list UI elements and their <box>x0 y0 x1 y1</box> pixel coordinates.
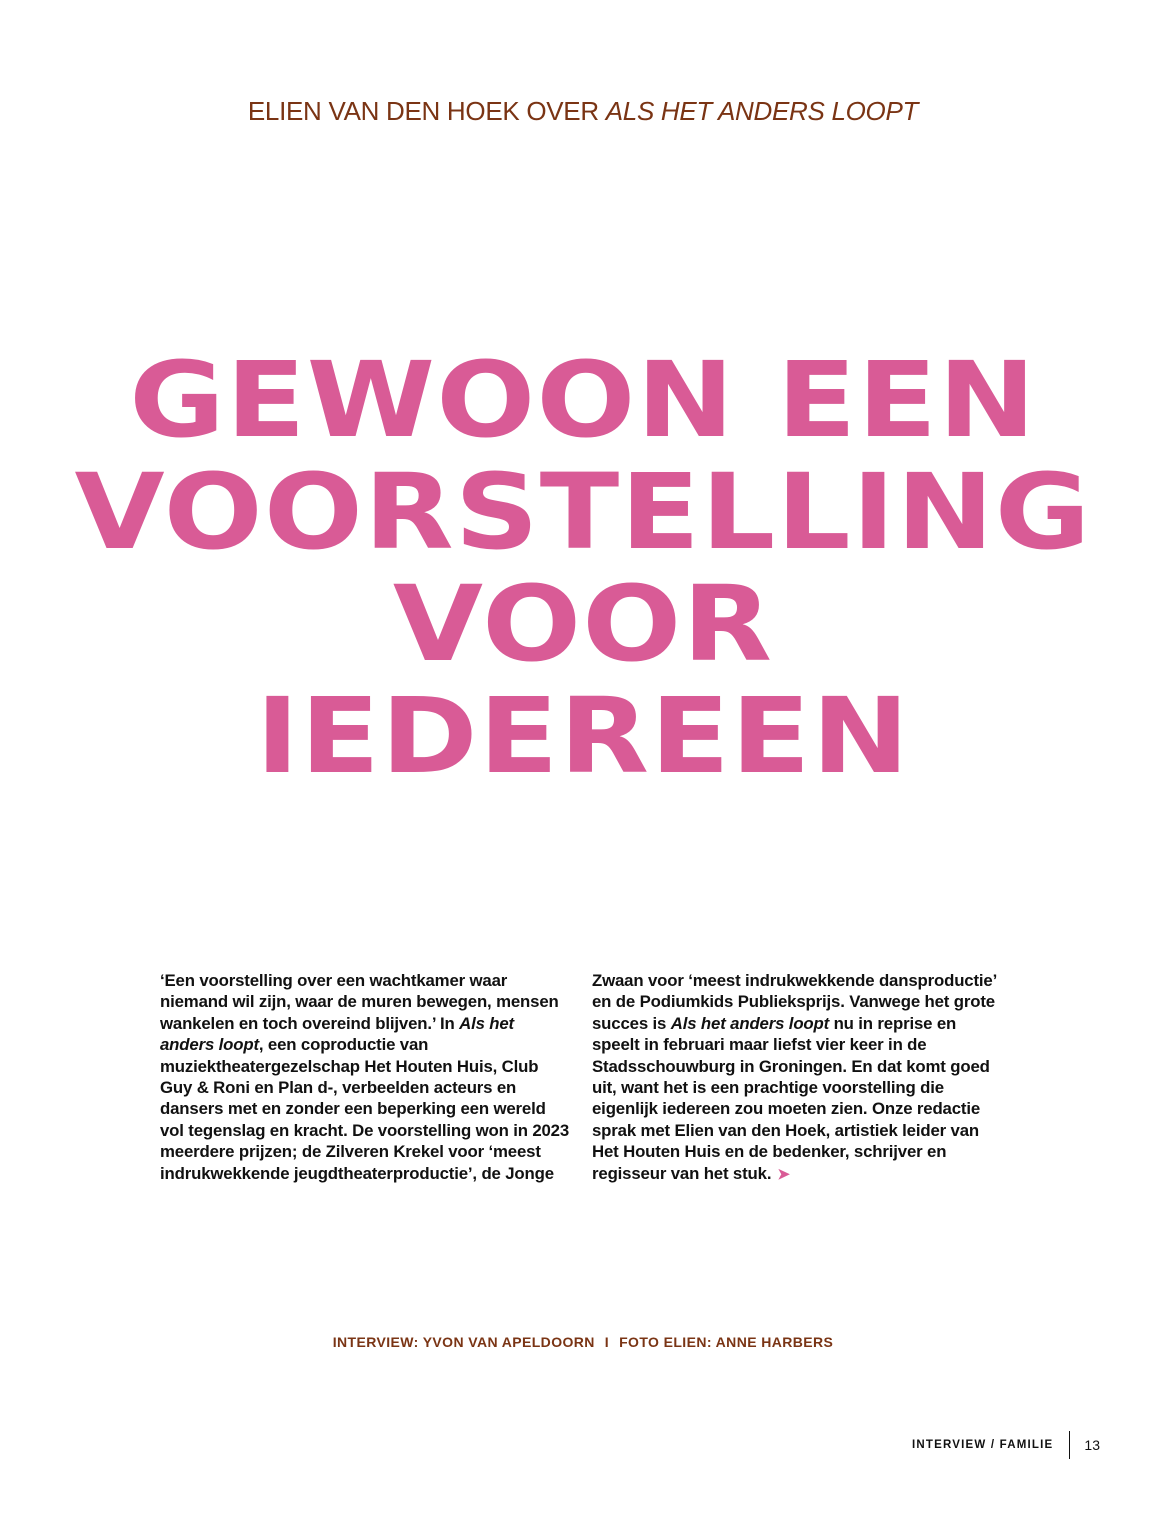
intro-text-2: , een coproductie van muziektheatergezelschap Het Houten Huis, Club Guy & Roni en Plan d-, verbeelden acteurs en dansers met en zonder een beperking een wereld vol tegenslag en kracht. De voorstelling won in 2023 meerdere prijzen; de Zilveren Krekel voor ‘meest indrukwekkende jeugdtheaterproductie’, de Jonge Zwaan voor ‘meest indrukwekkende dansproductie’ en de Podiumkids Publieksprijs. Vanwege het grote succes is <box>160 971 997 1183</box>
intro-text-3: nu in reprise en speelt in februari maar liefst vier keer in de Stadsschouwburg in Groningen. En dat komt goed uit, want het is een prachtige voorstelling die eigenlijk iedereen zou moeten zien. Onze redactie sprak met Elien van den Hoek, artistiek leider van Het Houten Huis en de bedenker, schrijver en regisseur van het stuk. <box>592 1013 990 1183</box>
kicker-show-title: ALS HET ANDERS LOOPT <box>605 96 919 126</box>
credit-interview: INTERVIEW: YVON VAN APELDOORN <box>332 1334 595 1350</box>
credit-separator: I <box>604 1334 610 1350</box>
headline-line-3: VOOR <box>392 563 774 685</box>
article-headline <box>0 339 1166 797</box>
headline-line-2: VOORSTELLING <box>74 451 1092 573</box>
continue-arrow-icon: ➤ <box>777 1165 790 1183</box>
footer-divider <box>1069 1431 1070 1459</box>
footer-section-label: INTERVIEW / FAMILIE <box>911 1439 1054 1451</box>
kicker-prefix: ELIEN VAN DEN HOEK OVER <box>247 96 606 126</box>
headline-line-4: IEDEREEN <box>255 675 911 797</box>
page-number: 13 <box>1084 1437 1100 1453</box>
page-footer <box>912 1430 1100 1460</box>
article-credits <box>0 1334 1166 1350</box>
article-intro <box>160 970 1002 1185</box>
credit-photo: FOTO ELIEN: ANNE HARBERS <box>619 1334 834 1350</box>
headline-line-1: GEWOON EEN <box>129 339 1037 461</box>
intro-italic-title-2: Als het anders loopt <box>670 1013 830 1033</box>
intro-text-1: ‘Een voorstelling over een wachtkamer waar niemand wil zijn, waar de muren bewegen, mensen wankelen en toch overeind blijven.’ In <box>160 971 559 1033</box>
article-kicker <box>0 96 1166 127</box>
intro-italic-title-1: Als het anders loopt <box>160 1013 514 1055</box>
